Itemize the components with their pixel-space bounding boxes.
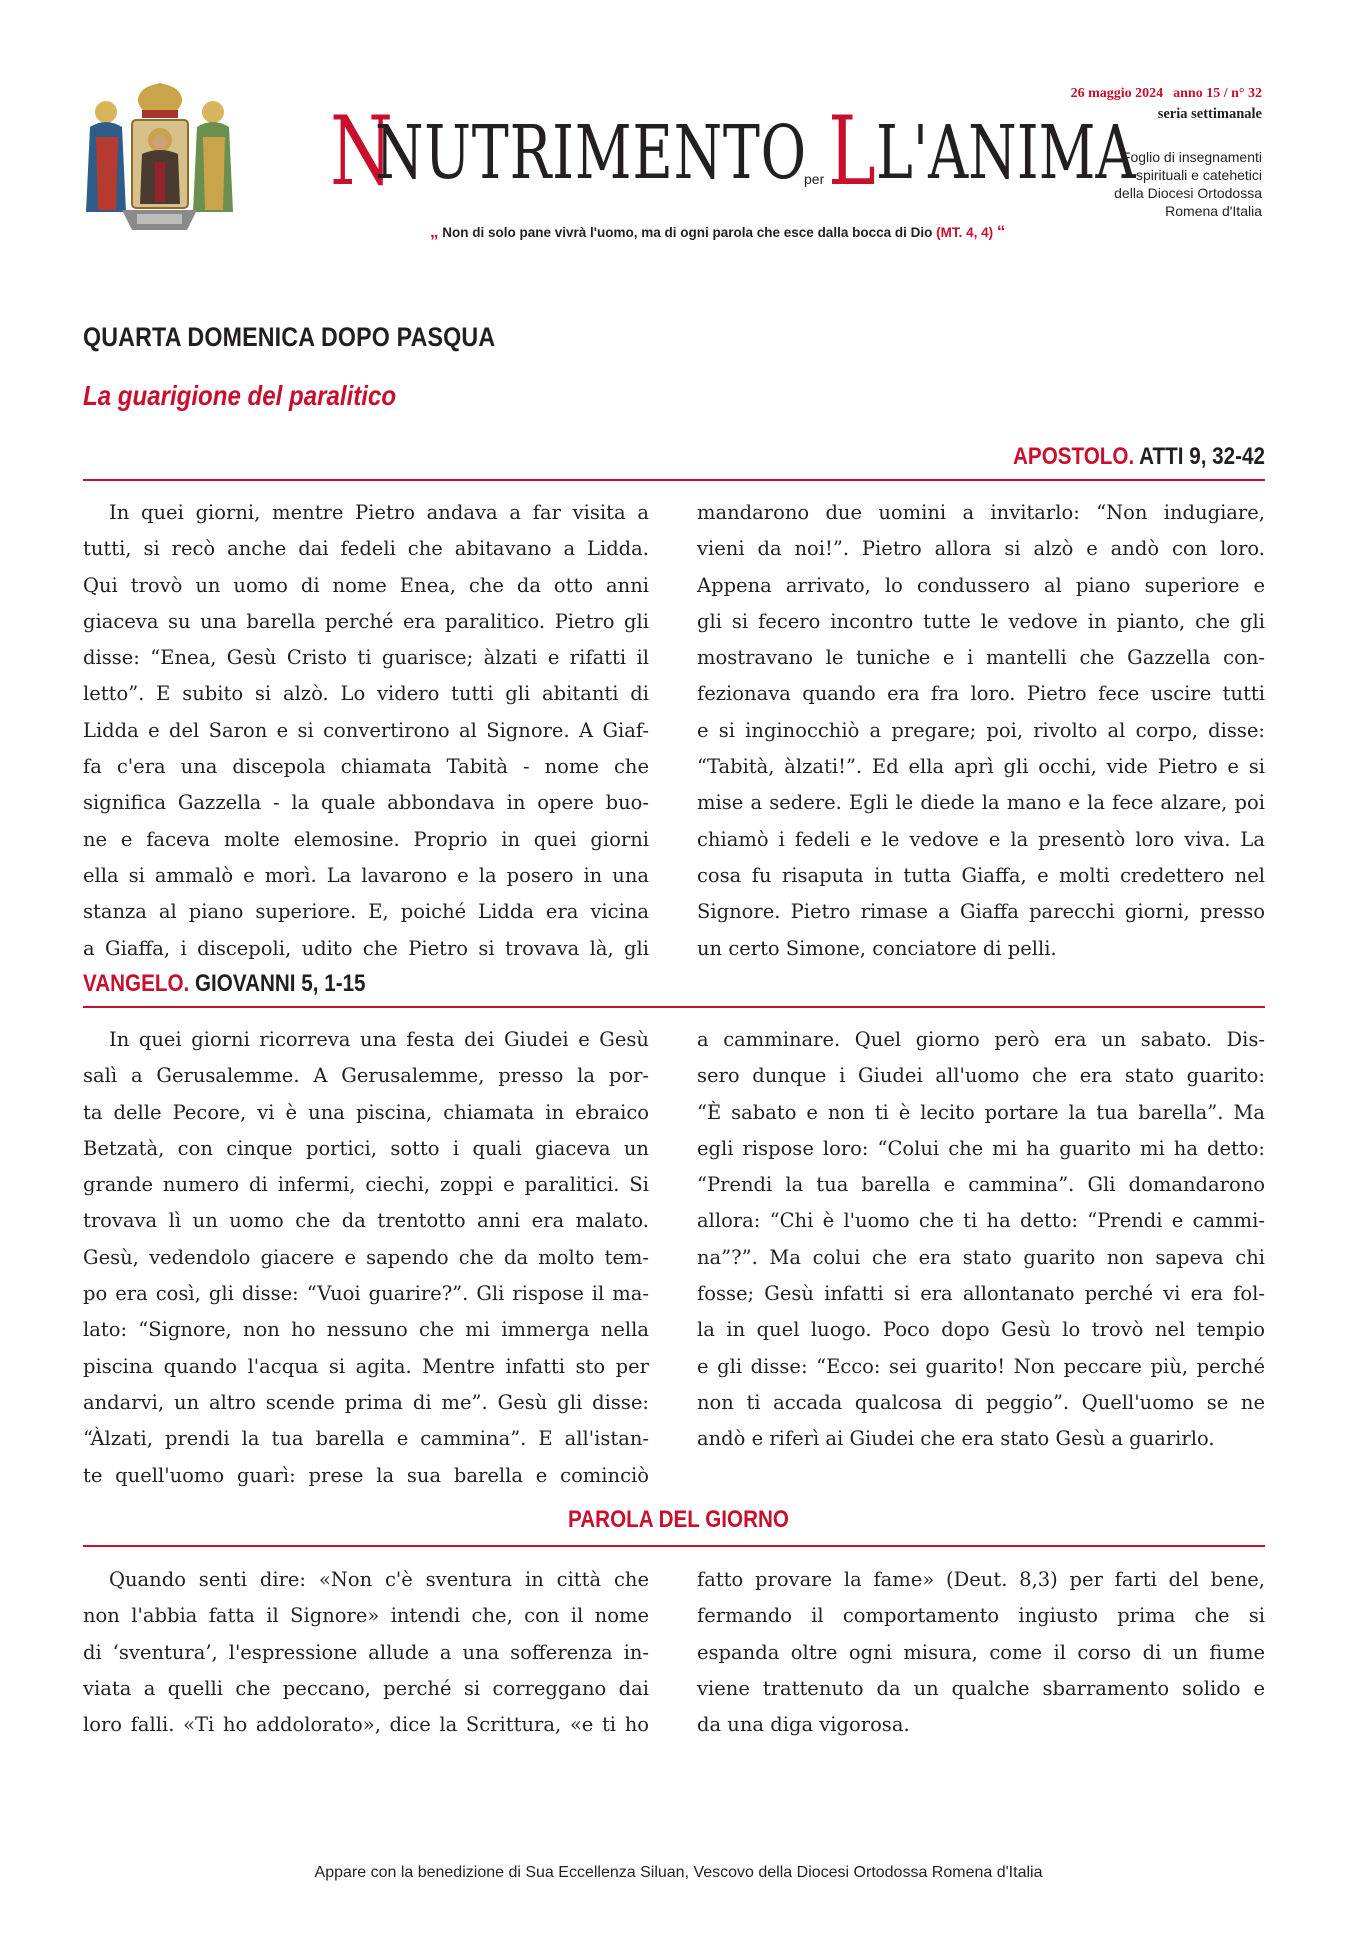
masthead-logo [330, 92, 1136, 208]
text-line: “È sabato e non ti è lecito portare la tua barella”. Ma [697, 1100, 1265, 1124]
issue-number: anno 15 / n° 32 [1173, 86, 1262, 101]
masthead-main-text: NUTRIMENTO [375, 110, 807, 197]
text-line: mostravano le tuniche e i mantelli che Gazzella con- [697, 646, 1265, 670]
text-line: piscina quando l'acqua si agita. Mentre infatti sto per [83, 1354, 649, 1378]
text-line: andarvi, un altro scende prima di me”. Gesù gli disse: [83, 1390, 649, 1414]
text-line: letto”. E subito si alzò. Lo videro tutti gli abitanti di [83, 682, 649, 706]
text-line: ne e faceva molte elemosine. Proprio in quei giorni [83, 827, 649, 851]
section-divider [83, 1545, 1265, 1547]
text-line: viata a quelli che peccano, perché si correggano dai [83, 1676, 649, 1700]
motto-quote-close: “ [996, 222, 1006, 241]
text-line: fatto provare la fame» (Deut. 8,3) per farti del bene, [697, 1568, 1265, 1591]
text-line: salì a Gerusalemme. A Gerusalemme, presso la por- [83, 1064, 649, 1088]
text-line: giaceva su una barella perché era paralitico. Pietro gli [83, 609, 649, 633]
text-line: loro falli. «Ti ho addolorato», dice la Scrittura, «e ti ho [83, 1713, 649, 1737]
issue-date: 26 maggio 2024 [1070, 86, 1164, 101]
text-line: fezionava quando era fra loro. Pietro fece uscire tutti [697, 682, 1265, 706]
parola-heading-text: PAROLA DEL GIORNO [568, 1506, 789, 1533]
text-line: andò e riferì ai Giudei che era stato Gesù a guarirlo. [697, 1427, 1215, 1451]
text-line: Qui trovò un uomo di nome Enea, che da otto anni [83, 573, 649, 597]
footer-blessing: Appare con la benedizione di Sua Eccellenza Siluan, Vescovo della Diocesi Ortodossa Romena d'Italia [314, 1864, 1043, 1881]
text-line: Lidda e del Saron e si convertirono al Signore. A Giaf- [83, 718, 649, 742]
section-divider [83, 1006, 1265, 1008]
text-line: sero dunque i Giudei all'uomo che era stato guarito: [697, 1064, 1265, 1088]
text-line: fermando il comportamento ingiusto prima che si [697, 1604, 1265, 1628]
text-line: mandarono due uomini a invitarlo: “Non indugiare, [697, 501, 1265, 524]
text-line: te quell'uomo guarì: prese la sua barella e cominciò [83, 1463, 649, 1487]
issue-line [1071, 86, 1262, 102]
text-line: na”?”. Ma colui che era stato guarito non sapeva chi [697, 1245, 1265, 1269]
text-line: non l'abbia fatta il Signore» intendi che, con il nome [83, 1604, 649, 1628]
text-line: fosse; Gesù infatti si era allontanato perché vi era fol- [697, 1282, 1265, 1306]
masthead-initial-n: N [330, 95, 392, 208]
text-line: vieni da noi!”. Pietro allora si alzò e andò con loro. [697, 537, 1265, 561]
text-line: ta delle Pecore, vi è una piscina, chiamata in ebraico [83, 1100, 649, 1124]
text-line: lato: “Signore, non ho nessuno che mi immerga nella [83, 1318, 649, 1342]
text-line: da una diga vigorosa. [697, 1713, 910, 1737]
text-line: mise a sedere. Egli le diede la mano e la fece alzare, poi [697, 791, 1265, 815]
text-line: gli si fecero incontro tutte le vedove in pianto, che gli [697, 609, 1265, 633]
text-line: stanza al piano superiore. E, poiché Lidda era vicina [83, 900, 649, 924]
text-line: espanda oltre ogni misura, come il corso di un fiume [697, 1640, 1265, 1664]
motto-ref: (MT. 4, 4) [936, 225, 994, 240]
text-line: Gesù, vedendolo giacere e sapendo che da molto tem- [83, 1245, 649, 1269]
text-line: “Tabità, àlzati!”. Ed ella aprì gli occhi, vide Pietro e si [697, 755, 1265, 779]
text-line: Appena arrivato, lo condussero al piano superiore e [697, 573, 1265, 597]
text-line: di ‘sventura’, l'espressione allude a una sofferenza in- [83, 1640, 649, 1664]
text-line: grande numero di infermi, ciechi, zoppi e paralitici. Si [83, 1173, 649, 1197]
motto-text: Non di solo pane vivrà l'uomo, ma di ogni parola che esce dalla bocca di Dio [442, 225, 933, 240]
text-line: ella si ammalò e morì. La lavarono e la posero in una [83, 863, 649, 887]
text-line: viene trattenuto da un qualche sbarramento solido e [697, 1676, 1265, 1700]
text-line: po era così, gli disse: “Vuoi guarire?”. Gli rispose il ma- [83, 1282, 649, 1306]
apostle-label: APOSTOLO. [1013, 443, 1135, 470]
masthead-second-text: L'ANIMA [876, 110, 1136, 197]
gospel-heading [83, 970, 366, 998]
apostle-heading [1013, 443, 1265, 471]
text-line: significa Gazzella - la quale abbondava in opere buo- [83, 791, 649, 815]
text-line: trovava lì un uomo che da trentotto anni era malato. [83, 1209, 649, 1233]
parola-text-left [83, 1562, 649, 1743]
text-line: tutti, si recò anche dai fedeli che abitavano a Lidda. [83, 537, 649, 561]
text-line: egli rispose loro: “Colui che mi ha guarito mi ha detto: [697, 1136, 1265, 1160]
text-line: Betzatà, con cinque portici, sotto i quali giaceva un [83, 1136, 649, 1160]
text-line: disse: “Enea, Gesù Cristo ti guarisce; àlzati e rifatti il [83, 646, 649, 670]
publication-description [1062, 148, 1262, 220]
text-line: In quei giorni, mentre Pietro andava a far visita a [109, 501, 649, 524]
text-line: cosa fu risaputa in tutta Giaffa, e molti credettero nel [697, 863, 1265, 887]
parola-text-right [697, 1562, 1265, 1743]
text-line: Quando senti dire: «Non c'è sventura in città che [109, 1568, 649, 1591]
text-line: “Àlzati, prendi la tua barella e cammina”. E all'istan- [83, 1427, 649, 1451]
apostle-text-left [83, 495, 649, 967]
gospel-label: VANGELO. [83, 970, 190, 997]
diocese-emblem-icon [82, 82, 237, 232]
text-line: allora: “Chi è l'uomo che ti ha detto: “Prendi e cammi- [697, 1209, 1265, 1233]
apostle-text-right [697, 495, 1265, 967]
text-line: fa c'era una discepola chiamata Tabità - nome che [83, 755, 649, 779]
gospel-text-left [83, 1022, 649, 1494]
masthead-per: per [804, 171, 825, 187]
motto [430, 222, 1006, 242]
text-line: un certo Simone, conciatore di pelli. [697, 936, 1057, 960]
text-line: la in quel luogo. Poco dopo Gesù lo trovò nel tempio [697, 1318, 1265, 1342]
text-line: non ti accada qualcosa di peggio”. Quell'uomo se ne [697, 1390, 1265, 1414]
page-title: QUARTA DOMENICA DOPO PASQUA [83, 322, 496, 352]
text-line: a Giaffa, i discepoli, udito che Pietro si trovava là, gli [83, 936, 649, 960]
description-line: Romena d'Italia [1165, 203, 1262, 219]
text-line: chiamò i fedeli e le vedove e la presentò loro viva. La [697, 827, 1265, 851]
apostle-reference: ATTI 9, 32-42 [1139, 443, 1265, 470]
text-line: e si inginocchiò a pregare; poi, rivolto al corpo, disse: [697, 718, 1265, 742]
description-line: della Diocesi Ortodossa [1114, 185, 1262, 201]
masthead-initial-l: L [828, 95, 876, 208]
parola-heading [95, 1506, 1262, 1534]
gospel-text-right [697, 1022, 1265, 1458]
issue-frequency: seria settimanale [1157, 106, 1262, 122]
page-subtitle: La guarigione del paralitico [83, 380, 397, 411]
text-line: Signore. Pietro rimase a Giaffa parecchi giorni, presso [697, 900, 1265, 924]
gospel-reference: GIOVANNI 5, 1-15 [195, 970, 366, 997]
text-line: “Prendi la tua barella e cammina”. Gli domandarono [697, 1173, 1265, 1197]
text-line: In quei giorni ricorreva una festa dei Giudei e Gesù [109, 1028, 649, 1051]
text-line: e gli disse: “Ecco: sei guarito! Non peccare più, perché [697, 1354, 1265, 1378]
text-line: a camminare. Quel giorno però era un sabato. Dis- [697, 1028, 1265, 1051]
motto-quote-open: „ [430, 222, 439, 241]
section-divider [83, 479, 1265, 481]
description-line: Foglio di insegnamenti [1121, 149, 1262, 165]
description-line: spirituali e catehetici [1135, 167, 1262, 183]
